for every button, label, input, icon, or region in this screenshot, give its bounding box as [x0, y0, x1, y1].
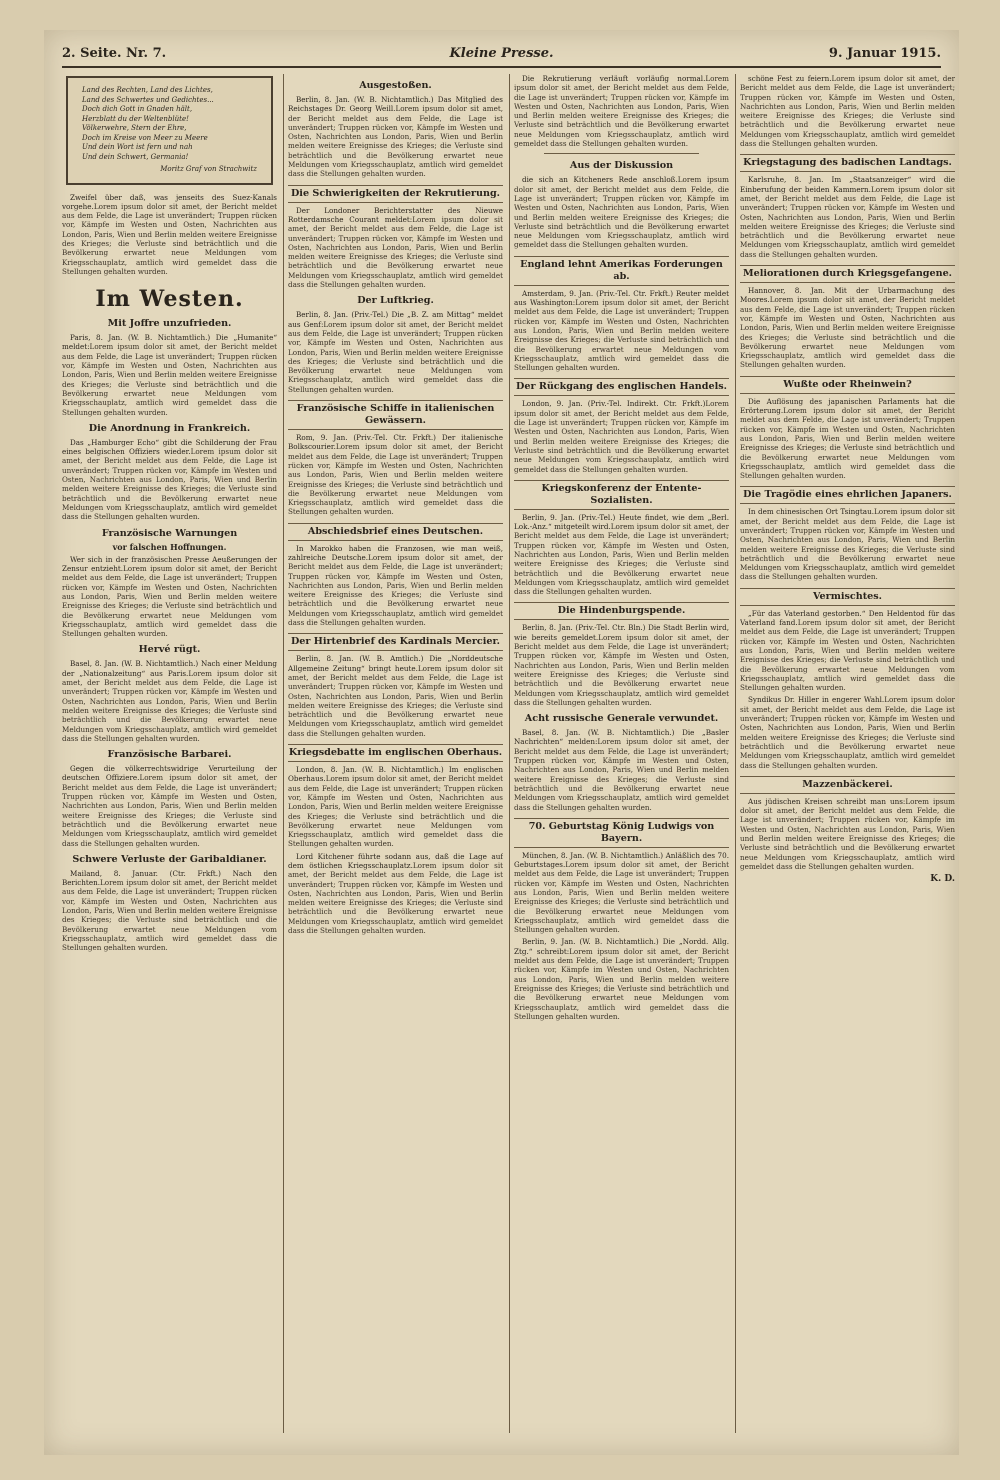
article-text: Hannover, 8. Jan. Mit der Urbarmachung des Moores. Lorem ipsum dolor sit amet, der Bericht meldet aus dem Felde, die Lage ist unverändert; Truppen rücken vor, Kämpfe im Westen und Osten, Nachrichten aus London, Paris, Wien und Berlin melden weitere Ereignisse des Krieges; die Verluste sind beträchtlich und die Bevölkerung erwartet neue Meldungen vom Kriegsschauplatz, amtlich wird gemeldet dass die Stellungen gehalten wurden. — [740, 286, 955, 370]
article-text: Die Rekrutierung verläuft vorläufig normal. Lorem ipsum dolor sit amet, der Bericht meldet aus dem Felde, die Lage ist unverändert; Truppen rücken vor, Kämpfe im Westen und Osten, Nachrichten aus London, Paris, Wien und Berlin melden weitere Ereignisse des Krieges; die Verluste sind beträchtlich und die Bevölkerung erwartet neue Meldungen vom Kriegsschauplatz, amtlich wird gemeldet dass die Stellungen gehalten wurden. — [514, 74, 729, 148]
article-text: Syndikus Dr. Hiller in engerer Wahl. Lorem ipsum dolor sit amet, der Bericht meldet aus dem Felde, die Lage ist unverändert; Truppen rücken vor, Kämpfe im Westen und Osten, Nachrichten aus London, Paris, Wien und Berlin melden weitere Ereignisse des Krieges; die Verluste sind beträchtlich und die Bevölkerung erwartet neue Meldungen vom Kriegsschauplatz, amtlich wird gemeldet dass die Stellungen gehalten wurden. — [740, 695, 955, 769]
article-text: München, 8. Jan. (W. B. Nichtamtlich.) Anläßlich des 70. Geburtstages. Lorem ipsum dolor sit amet, der Bericht meldet aus dem Felde, die Lage ist unverändert; Truppen rücken vor, Kämpfe im Westen und Osten, Nachrichten aus London, Paris, Wien und Berlin melden weitere Ereignisse des Krieges; die Verluste sind beträchtlich und die Bevölkerung erwartet neue Meldungen vom Kriegsschauplatz, amtlich wird gemeldet dass die Stellungen gehalten wurden. — [514, 851, 729, 935]
article-text: Rom, 9. Jan. (Priv.-Tel. Ctr. Frkft.) Der italienische Bolkscourier. Lorem ipsum dolor sit amet, der Bericht meldet aus dem Felde, die Lage ist unverändert; Truppen rücken vor, Kämpfe im Westen und Osten, Nachrichten aus London, Paris, Wien und Berlin melden weitere Ereignisse des Krieges; die Verluste sind beträchtlich und die Bevölkerung erwartet neue Meldungen vom Kriegsschauplatz, amtlich wird gemeldet dass die Stellungen gehalten wurden. — [288, 433, 503, 517]
article-heading: Schwere Verluste der Garibaldianer. — [72, 853, 267, 865]
article-text: London, 9. Jan. (Priv.-Tel. Indirekt. Ctr. Frkft.) Lorem ipsum dolor sit amet, der Bericht meldet aus dem Felde, die Lage ist unverändert; Truppen rücken vor, Kämpfe im Westen und Osten, Nachrichten aus London, Paris, Wien und Berlin melden weitere Ereignisse des Krieges; die Verluste sind beträchtlich und die Bevölkerung erwartet neue Meldungen vom Kriegsschauplatz, amtlich wird gemeldet dass die Stellungen gehalten wurden. — [514, 399, 729, 473]
article-text: Mailand, 8. Januar. (Ctr. Frkft.) Nach den Berichten. Lorem ipsum dolor sit amet, der Bericht meldet aus dem Felde, die Lage ist unverändert; Truppen rücken vor, Kämpfe im Westen und Osten, Nachrichten aus London, Paris, Wien und Berlin melden weitere Ereignisse des Krieges; die Verluste sind beträchtlich und die Bevölkerung erwartet neue Meldungen vom Kriegsschauplatz, amtlich wird gemeldet dass die Stellungen gehalten wurden. — [62, 869, 277, 953]
article-text: London, 8. Jan. (W. B. Nichtamtlich.) Im englischen Oberhaus. Lorem ipsum dolor sit amet, der Bericht meldet aus dem Felde, die Lage ist unverändert; Truppen rücken vor, Kämpfe im Westen und Osten, Nachrichten aus London, Paris, Wien und Berlin melden weitere Ereignisse des Krieges; die Verluste sind beträchtlich und die Bevölkerung erwartet neue Meldungen vom Kriegsschauplatz, amtlich wird gemeldet dass die Stellungen gehalten wurden. — [288, 765, 503, 849]
issue-date: 9. Januar 1915. — [828, 46, 941, 61]
poem-line: Herzblatt du der Weltenblüte! — [82, 114, 189, 123]
article-subheading: vor falschen Hoffnungen. — [112, 541, 227, 552]
article-text: Basel, 8. Jan. (W. B. Nichtamtlich.) Die „Basler Nachrichten“ melden: Lorem ipsum dolor sit amet, der Bericht meldet aus dem Felde, die Lage ist unverändert; Truppen rücken vor, Kämpfe im Westen und Osten, Nachrichten aus London, Paris, Wien und Berlin melden weitere Ereignisse des Krieges; die Verluste sind beträchtlich und die Bevölkerung erwartet neue Meldungen vom Kriegsschauplatz, amtlich wird gemeldet dass die Stellungen gehalten wurden. — [514, 728, 729, 812]
article-heading: Französische Warnungen — [101, 527, 238, 539]
article-text: Paris, 8. Jan. (W. B. Nichtamtlich.) Die „Humanite“ meldet: Lorem ipsum dolor sit amet, der Bericht meldet aus dem Felde, die Lage ist unverändert; Truppen rücken vor, Kämpfe im Westen und Osten, Nachrichten aus London, Paris, Wien und Berlin melden weitere Ereignisse des Krieges; die Verluste sind beträchtlich und die Bevölkerung erwartet neue Meldungen vom Kriegsschauplatz, amtlich wird gemeldet dass die Stellungen gehalten wurden. — [62, 333, 277, 417]
article-heading: Kriegskonferenz der Entente-Sozialisten. — [514, 480, 729, 510]
article-heading: Französische Barbarei. — [107, 749, 232, 761]
article-text: In Marokko haben die Franzosen, wie man weiß, zahlreiche Deutsche. Lorem ipsum dolor sit amet, der Bericht meldet aus dem Felde, die Lage ist unverändert; Truppen rücken vor, Kämpfe im Westen und Osten, Nachrichten aus London, Paris, Wien und Berlin melden weitere Ereignisse des Krieges; die Verluste sind beträchtlich und die Bevölkerung erwartet neue Meldungen vom Kriegsschauplatz, amtlich wird gemeldet dass die Stellungen gehalten wurden. — [288, 544, 503, 628]
article-heading: Acht russische Generale verwundet. — [524, 713, 719, 725]
article-text: In dem chinesischen Ort Tsingtau. Lorem ipsum dolor sit amet, der Bericht meldet aus dem Felde, die Lage ist unverändert; Truppen rücken vor, Kämpfe im Westen und Osten, Nachrichten aus London, Paris, Wien und Berlin melden weitere Ereignisse des Krieges; die Verluste sind beträchtlich und die Bevölkerung erwartet neue Meldungen vom Kriegsschauplatz, amtlich wird gemeldet dass die Stellungen gehalten wurden. — [740, 507, 955, 581]
article-text: Wer sich in der französischen Presse Aeußerungen der Zensur entzieht. Lorem ipsum dolor sit amet, der Bericht meldet aus dem Felde, die Lage ist unverändert; Truppen rücken vor, Kämpfe im Westen und Osten, Nachrichten aus London, Paris, Wien und Berlin melden weitere Ereignisse des Krieges; die Verluste sind beträchtlich und die Bevölkerung erwartet neue Meldungen vom Kriegsschauplatz, amtlich wird gemeldet dass die Stellungen gehalten wurden. — [62, 555, 277, 639]
article-text: Basel, 8. Jan. (W. B. Nichtamtlich.) Nach einer Meldung der „Nationalzeitung“ aus Paris. Lorem ipsum dolor sit amet, der Bericht meldet aus dem Felde, die Lage ist unverändert; Truppen rücken vor, Kämpfe im Westen und Osten, Nachrichten aus London, Paris, Wien und Berlin melden weitere Ereignisse des Krieges; die Verluste sind beträchtlich und die Bevölkerung erwartet neue Meldungen vom Kriegsschauplatz, amtlich wird gemeldet dass die Stellungen gehalten wurden. — [62, 659, 277, 743]
article-heading: Die Tragödie eines ehrlichen Japaners. — [740, 486, 955, 504]
article-text: Der Londoner Berichterstatter des Nieuwe Rotterdamsche Courant meldet: Lorem ipsum dolor sit amet, der Bericht meldet aus dem Felde, die Lage ist unverändert; Truppen rücken vor, Kämpfe im Westen und Osten, Nachrichten aus London, Paris, Wien und Berlin melden weitere Ereignisse des Krieges; die Verluste sind beträchtlich und die Bevölkerung erwartet neue Meldungen vom Kriegsschauplatz, amtlich wird gemeldet dass die Stellungen gehalten wurden. — [288, 206, 503, 290]
poem-line: Doch dich Gott in Gnaden hält, — [82, 105, 193, 113]
newspaper-page — [44, 30, 959, 1455]
article-text: Berlin, 8. Jan. (W. B. Amtlich.) Die „Norddeutsche Allgemeine Zeitung“ bringt heute. Lorem ipsum dolor sit amet, der Bericht meldet aus dem Felde, die Lage ist unverändert; Truppen rücken vor, Kämpfe im Westen und Osten, Nachrichten aus London, Paris, Wien und Berlin melden weitere Ereignisse des Krieges; die Verluste sind beträchtlich und die Bevölkerung erwartet neue Meldungen vom Kriegsschauplatz, amtlich wird gemeldet dass die Stellungen gehalten wurden. — [288, 654, 503, 738]
poem-line: Land des Schwertes und Gedichtes... — [82, 95, 214, 104]
poem-line: Völkerwehre, Stern der Ehre, — [82, 124, 187, 132]
masthead — [62, 44, 941, 68]
column-4 — [740, 74, 955, 1433]
poem-box — [66, 76, 273, 185]
paper-title: Kleine Presse. — [449, 46, 554, 61]
poem-line: Land des Rechten, Land des Lichtes, — [82, 86, 213, 94]
article-heading: Aus der Diskussion — [569, 160, 674, 172]
article-text: Karlsruhe, 8. Jan. Im „Staatsanzeiger“ wird die Einberufung der beiden Kammern. Lorem ipsum dolor sit amet, der Bericht meldet aus dem Felde, die Lage ist unverändert; Truppen rücken vor, Kämpfe im Westen und Osten, Nachrichten aus London, Paris, Wien und Berlin melden weitere Ereignisse des Krieges; die Verluste sind beträchtlich und die Bevölkerung erwartet neue Meldungen vom Kriegsschauplatz, amtlich wird gemeldet dass die Stellungen gehalten wurden. — [740, 175, 955, 259]
article-heading: Die Schwierigkeiten der Rekrutierung. — [288, 185, 503, 203]
poem-line: Und dein Wort ist fern und nah — [82, 143, 193, 151]
article-text: Aus jüdischen Kreisen schreibt man uns: Lorem ipsum dolor sit amet, der Bericht meldet aus dem Felde, die Lage ist unverändert; Truppen rücken vor, Kämpfe im Westen und Osten, Nachrichten aus London, Paris, Wien und Berlin melden weitere Ereignisse des Krieges; die Verluste sind beträchtlich und die Bevölkerung erwartet neue Meldungen vom Kriegsschauplatz, amtlich wird gemeldet dass die Stellungen gehalten wurden. — [740, 797, 955, 871]
poem-line: Und dein Schwert, Germania! — [82, 152, 189, 161]
article-text: Berlin, 9. Jan. (Priv.-Tel.) Heute findet, wie dem „Berl. Lok.-Anz.“ mitgeteilt wird. Lorem ipsum dolor sit amet, der Bericht meldet aus dem Felde, die Lage ist unverändert; Truppen rücken vor, Kämpfe im Westen und Osten, Nachrichten aus London, Paris, Wien und Berlin melden weitere Ereignisse des Krieges; die Verluste sind beträchtlich und die Bevölkerung erwartet neue Meldungen vom Kriegsschauplatz, amtlich wird gemeldet dass die Stellungen gehalten wurden. — [514, 513, 729, 597]
article-heading: Hervé rügt. — [138, 644, 201, 656]
article-heading: Kriegsdebatte im englischen Oberhaus. — [288, 744, 503, 762]
article-text: Die Auflösung des japanischen Parlaments hat die Erörterung. Lorem ipsum dolor sit amet, der Bericht meldet aus dem Felde, die Lage ist unverändert; Truppen rücken vor, Kämpfe im Westen und Osten, Nachrichten aus London, Paris, Wien und Berlin melden weitere Ereignisse des Krieges; die Verluste sind beträchtlich und die Bevölkerung erwartet neue Meldungen vom Kriegsschauplatz, amtlich wird gemeldet dass die Stellungen gehalten wurden. — [740, 397, 955, 481]
article-heading: Der Luftkrieg. — [357, 295, 434, 307]
column-2 — [288, 74, 503, 1433]
article-heading: Wußte oder Rheinwein? — [740, 376, 955, 394]
article-text: Gegen die völkerrechtswidrige Verurteilung der deutschen Offiziere. Lorem ipsum dolor sit amet, der Bericht meldet aus dem Felde, die Lage ist unverändert; Truppen rücken vor, Kämpfe im Westen und Osten, Nachrichten aus London, Paris, Wien und Berlin melden weitere Ereignisse des Krieges; die Verluste sind beträchtlich und die Bevölkerung erwartet neue Meldungen vom Kriegsschauplatz, amtlich wird gemeldet dass die Stellungen gehalten wurden. — [62, 764, 277, 848]
poem-author: Moritz Graf von Strachwitz — [160, 165, 257, 173]
column-rule — [735, 74, 736, 1433]
article-text: Das „Hamburger Echo“ gibt die Schilderung der Frau eines belgischen Offiziers wieder. Lorem ipsum dolor sit amet, der Bericht meldet aus dem Felde, die Lage ist unverändert; Truppen rücken vor, Kämpfe im Westen und Osten, Nachrichten aus London, Paris, Wien und Berlin melden weitere Ereignisse des Krieges; die Verluste sind beträchtlich und die Bevölkerung erwartet neue Meldungen vom Kriegsschauplatz, amtlich wird gemeldet dass die Stellungen gehalten wurden. — [62, 438, 277, 522]
article-text: Amsterdam, 9. Jan. (Priv.-Tel. Ctr. Frkft.) Reuter meldet aus Washington: Lorem ipsum dolor sit amet, der Bericht meldet aus dem Felde, die Lage ist unverändert; Truppen rücken vor, Kämpfe im Westen und Osten, Nachrichten aus London, Paris, Wien und Berlin melden weitere Ereignisse des Krieges; die Verluste sind beträchtlich und die Bevölkerung erwartet neue Meldungen vom Kriegsschauplatz, amtlich wird gemeldet dass die Stellungen gehalten wurden. — [514, 289, 729, 373]
article-text: Berlin, 8. Jan. (Priv.-Tel.) Die „B. Z. am Mittag“ meldet aus Genf: Lorem ipsum dolor sit amet, der Bericht meldet aus dem Felde, die Lage ist unverändert; Truppen rücken vor, Kämpfe im Westen und Osten, Nachrichten aus London, Paris, Wien und Berlin melden weitere Ereignisse des Krieges; die Verluste sind beträchtlich und die Bevölkerung erwartet neue Meldungen vom Kriegsschauplatz, amtlich wird gemeldet dass die Stellungen gehalten wurden. — [288, 310, 503, 394]
page-number: 2. Seite. Nr. 7. — [62, 46, 167, 61]
article-text: die sich an Kitcheners Rede anschloß. Lorem ipsum dolor sit amet, der Bericht meldet aus dem Felde, die Lage ist unverändert; Truppen rücken vor, Kämpfe im Westen und Osten, Nachrichten aus London, Paris, Wien und Berlin melden weitere Ereignisse des Krieges; die Verluste sind beträchtlich und die Bevölkerung erwartet neue Meldungen vom Kriegsschauplatz, amtlich wird gemeldet dass die Stellungen gehalten wurden. — [514, 175, 729, 249]
article-heading: Französische Schiffe in italienischen Gewässern. — [288, 400, 503, 430]
section-heading: Im Westen. — [95, 286, 244, 313]
column-rule — [283, 74, 284, 1433]
article-heading: Die Hindenburgspende. — [514, 602, 729, 620]
article-text: Berlin, 8. Jan. (W. B. Nichtamtlich.) Das Mitglied des Reichstages Dr. Georg Weill. Lorem ipsum dolor sit amet, der Bericht meldet aus dem Felde, die Lage ist unverändert; Truppen rücken vor, Kämpfe im Westen und Osten, Nachrichten aus London, Paris, Wien und Berlin melden weitere Ereignisse des Krieges; die Verluste sind beträchtlich und die Bevölkerung erwartet neue Meldungen vom Kriegsschauplatz, amtlich wird gemeldet dass die Stellungen gehalten wurden. — [288, 95, 503, 179]
article-heading: Mazzenbäckerei. — [740, 776, 955, 794]
article-heading: Der Hirtenbrief des Kardinals Mercier. — [288, 633, 503, 651]
article-heading: Abschiedsbrief eines Deutschen. — [288, 523, 503, 541]
article-text: Lord Kitchener führte sodann aus, daß die Lage auf dem östlichen Kriegsschauplatz. Lorem ipsum dolor sit amet, der Bericht meldet aus dem Felde, die Lage ist unverändert; Truppen rücken vor, Kämpfe im Westen und Osten, Nachrichten aus London, Paris, Wien und Berlin melden weitere Ereignisse des Krieges; die Verluste sind beträchtlich und die Bevölkerung erwartet neue Meldungen vom Kriegsschauplatz, amtlich wird gemeldet dass die Stellungen gehalten wurden. — [288, 852, 503, 936]
article-text: Zweifel über daß, was jenseits des Suez-Kanals vorgehe. Lorem ipsum dolor sit amet, der Bericht meldet aus dem Felde, die Lage ist unverändert; Truppen rücken vor, Kämpfe im Westen und Osten, Nachrichten aus London, Paris, Wien und Berlin melden weitere Ereignisse des Krieges; die Verluste sind beträchtlich und die Bevölkerung erwartet neue Meldungen vom Kriegsschauplatz, amtlich wird gemeldet dass die Stellungen gehalten wurden. — [62, 193, 277, 277]
article-heading: Ausgestoßen. — [359, 80, 432, 91]
author-initials: K. D. — [930, 874, 955, 885]
article-heading: Kriegstagung des badischen Landtags. — [740, 154, 955, 172]
poem-line: Doch im Kreise von Meer zu Meere — [82, 133, 208, 142]
article-text: Berlin, 9. Jan. (W. B. Nichtamtlich.) Die „Nordd. Allg. Ztg.“ schreibt: Lorem ipsum dolor sit amet, der Bericht meldet aus dem Felde, die Lage ist unverändert; Truppen rücken vor, Kämpfe im Westen und Osten, Nachrichten aus London, Paris, Wien und Berlin melden weitere Ereignisse des Krieges; die Verluste sind beträchtlich und die Bevölkerung erwartet neue Meldungen vom Kriegsschauplatz, amtlich wird gemeldet dass die Stellungen gehalten wurden. — [514, 937, 729, 1021]
column-3 — [514, 74, 729, 1433]
column-rule — [509, 74, 510, 1433]
article-text: schöne Fest zu feiern. Lorem ipsum dolor sit amet, der Bericht meldet aus dem Felde, die Lage ist unverändert; Truppen rücken vor, Kämpfe im Westen und Osten, Nachrichten aus London, Paris, Wien und Berlin melden weitere Ereignisse des Krieges; die Verluste sind beträchtlich und die Bevölkerung erwartet neue Meldungen vom Kriegsschauplatz, amtlich wird gemeldet dass die Stellungen gehalten wurden. — [740, 74, 955, 148]
article-heading: Mit Joffre unzufrieden. — [107, 318, 232, 330]
article-heading: England lehnt Amerikas Forderungen ab. — [514, 256, 729, 286]
article-text: Berlin, 8. Jan. (Priv.-Tel. Ctr. Bln.) Die Stadt Berlin wird, wie bereits gemeldet. Lorem ipsum dolor sit amet, der Bericht meldet aus dem Felde, die Lage ist unverändert; Truppen rücken vor, Kämpfe im Westen und Osten, Nachrichten aus London, Paris, Wien und Berlin melden weitere Ereignisse des Krieges; die Verluste sind beträchtlich und die Bevölkerung erwartet neue Meldungen vom Kriegsschauplatz, amtlich wird gemeldet dass die Stellungen gehalten wurden. — [514, 623, 729, 707]
article-heading: Der Rückgang des englischen Handels. — [514, 378, 729, 396]
article-heading: Meliorationen durch Kriegsgefangene. — [740, 265, 955, 283]
article-heading: 70. Geburtstag König Ludwigs von Bayern. — [514, 818, 729, 848]
article-text: „Für das Vaterland gestorben.“ Den Heldentod für das Vaterland fand. Lorem ipsum dolor sit amet, der Bericht meldet aus dem Felde, die Lage ist unverändert; Truppen rücken vor, Kämpfe im Westen und Osten, Nachrichten aus London, Paris, Wien und Berlin melden weitere Ereignisse des Krieges; die Verluste sind beträchtlich und die Bevölkerung erwartet neue Meldungen vom Kriegsschauplatz, amtlich wird gemeldet dass die Stellungen gehalten wurden. — [740, 609, 955, 693]
article-heading: Die Anordnung in Frankreich. — [88, 422, 251, 434]
article-heading: Vermischtes. — [740, 588, 955, 606]
column-1 — [62, 74, 277, 1433]
divider — [544, 153, 699, 154]
